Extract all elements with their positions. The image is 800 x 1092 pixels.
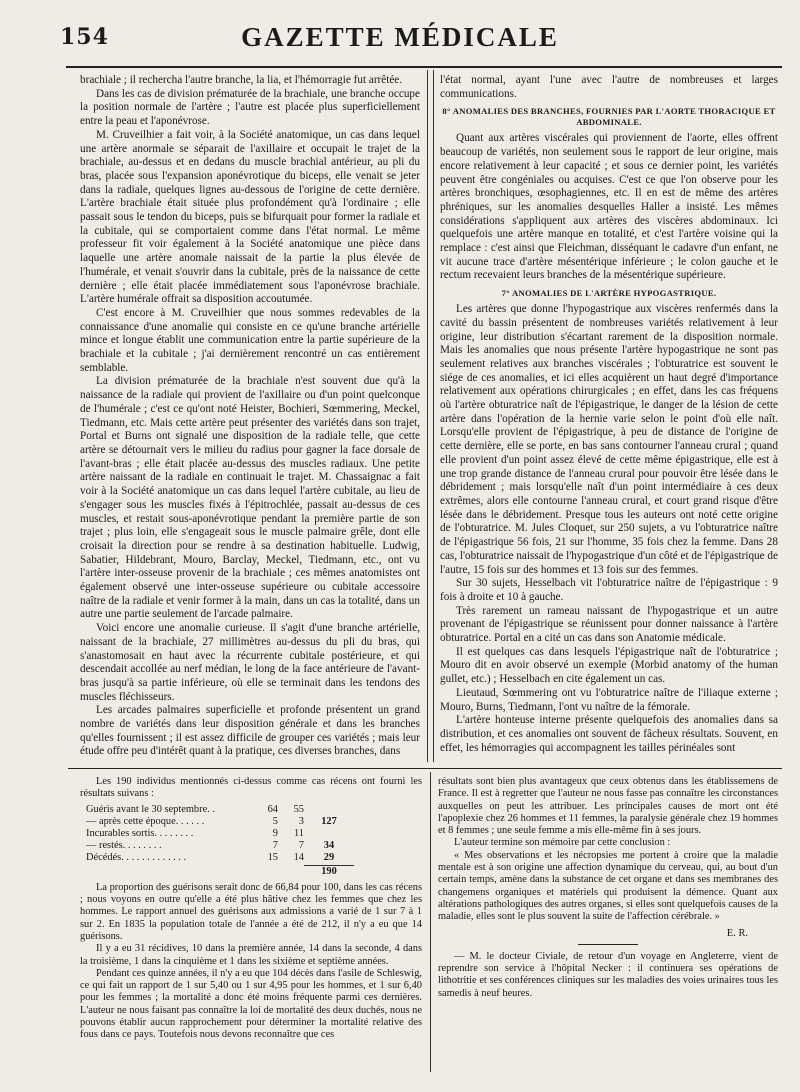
left-column (80, 74, 420, 762)
row-label: Guéris avant le 30 septembre. . (86, 803, 215, 815)
column-divider (427, 70, 428, 762)
group-total: 34 (323, 840, 335, 852)
women-count: 14 (293, 852, 304, 864)
page-number: 154 (60, 24, 109, 50)
paragraph: L'auteur termine son mémoire par cette conclusion : (454, 837, 671, 849)
paragraph: Les 190 individus mentionnés ci-dessus comme cas récens ont fourni les résultats suivans : (80, 776, 422, 800)
men-count: 64 (267, 803, 278, 815)
table-row (86, 852, 422, 864)
group-total: 127 (321, 815, 337, 827)
paragraph: Il y a eu 31 récidives, 10 dans la première année, 14 dans la seconde, 4 dans la troisième, 1 dans la cinquième et 1 dans les sixième et septième années. (80, 943, 422, 967)
author-signature: E. R. (726, 927, 748, 939)
table-total-row (86, 865, 422, 878)
paragraph: M. Cruveilhier a fait voir, à la Société anatomique, un cas dans lequel une artère anormale se séparait de l'axillaire et occupait le trajet de la brachiale, au-dessus et en dedans du muscle brachial antérieur, au pli du bras, placée sous l'expansion aponévrotique du biceps, elle venait se jeter dans la radiale, quelques lignes au-dessous de l'origine de cette dernière. L'artère brachiale était située plus profondément qu'à l'ordinaire ; elle passait sous le tendon du biceps, puis se bifurquait pour former la radiale et la cubitale, qui se comportaient comme dans l'état normal. Le même professeur fit voir également à la Société anatomique une pièce dans laquelle une artère anomale naissait de la partie la plus élevée de l'humérale, et venait s'ouvrir dans la cubitale, près de la naissance de cette dernière ; elle était placée immédiatement sous l'aponévrose brachiale. L'artère humérale offrait sa disposition accoutumée. (80, 128, 420, 306)
paragraph: l'état normal, ayant l'une avec l'autre de nombreuses et larges communications. (440, 74, 778, 100)
paragraph: Les artères que donne l'hypogastrique aux viscères renfermés dans la cavité du bassin présentent de nombreuses variétés relativement à leur origine, leur distribution s'écartant rarement de la disposition normale. Mais les anomalies que nous présente l'artère hypogastrique ne sont pas seulement relatives aux branches viscérales ; l'obturatrice est souvent le siége de ces anomalies, et ici elles acquièrent un haut degré d'importance relativement aux opérations chirurgicales ; en effet, dans les cas fréquens où l'artère obturatrice naît de l'épigastrique, le danger de la lésion de cette artère dans l'opération de la hernie varie selon le point d'où elle naît. Lorsqu'elle provient de l'épigastrique, à peu de distance de l'origine de cette dernière, elle se porte, en bas sans contourner l'anneau crural ; quand elle provient d'un point assez élevé de cette même épigastrique, elle est à une trop grande distance de l'anneau crural pour pouvoir être lésée dans le débridement ; mais lorsqu'elle naît d'un point intermédiaire à ces deux extrêmes, alors elle contourne l'anneau crural, et court grand risque d'être lésée dans le débridement. Presque tous les auteurs ont noté cette origine de l'obturatrice. M. Jules Cloquet, sur 250 sujets, a vu l'obturatrice naître de l'épigastrique 56 fois, 21 sur l'homme, 35 fois chez la femme. Dans 28 cas, l'obturatrice naissait de l'hypogastrique d'un côté et de l'épigastrique de l'autre, 15 fois sur des hommes et 13 fois sur des femmes. (440, 303, 778, 576)
header-rule (66, 66, 782, 68)
table-row (86, 804, 422, 816)
paragraph: Pendant ces quinze années, il n'y a eu que 104 décès dans l'asile de Schleswig, ce qui fait un rapport de 1 sur 5,40 ou 1 sur 4,95 pour les hommes, et 1 sur 6,40 pour les femmes ; la mortalité a donc été moins fréquente parmi ces dernières. L'auteur ne nous faisant pas connaître la loi de mortalité des deux duchés, nous ne pouvons établir aucun rapprochement pour déterminer la mortalité relative des fous dans ce pays. Toutefois nous devons reconnaître que ces (80, 967, 422, 1041)
paragraph: L'artère honteuse interne présente quelquefois des anomalies dans sa distribution, et ces anomalies ont souvent de fâcheux résultats. Souvent, en effet, les hémorragies qui accompagnent les tailles périnéales sont (440, 714, 778, 754)
men-count: 15 (267, 852, 278, 864)
section-rule (68, 768, 782, 769)
paragraph: La division prématurée de la brachiale n'est souvent due qu'à la naissance de la radiale qui provient de l'axillaire ou d'un point quelconque de l'humérale ; c'est ce qu'ont noté Heister, Bochieri, Sœmmering, Meckel, Tiedmann, etc. Mais cette artère peut présenter des variétés dans son trajet, Portal et Burns ont signalé une disposition de la radiale telle, que cette artère se détournait vers le milieu du radius pour gagner la face dorsale de l'avant-bras ; elle était placée au-dessus des muscles radiaux. Une petite artère naissant de la radiale en continuait le trajet. M. Chassaignac a fait voir à la Société anatomique un cas dans lequel l'artère cubitale, au lieu de s'engager sous les muscles fixés à l'épitrochlée, passait au-dessus de ces muscles, et restait sous-aponévrotique pendant la première partie de son trajet ; plus loin, elle s'engageait sous le muscle palmaire grêle, dont elle croisait la direction pour se rendre à sa destination habituelle. Ludwig, Sabatier, Hildebrant, Mouro, Barclay, Meckel, Tiedmann, etc., ont vu l'artère inter-osseuse provenir de la brachiale ; ces mêmes anatomistes ont également observé une inter-osseuse supérieure ou cubitale accessoire naître de la radiale et venir former à la main, dans un cas la totalité, dans un autre une partie seulement de l'arcade palmaire. (80, 375, 420, 621)
men-count: 5 (272, 815, 278, 827)
grand-total: 190 (304, 865, 354, 878)
women-count: 11 (293, 828, 304, 839)
row-label: Décédés. . . . . . . . . . . . . (86, 852, 187, 864)
page-header (60, 22, 740, 56)
section-heading: 8° ANOMALIES DES BRANCHES, FOURNIES PAR L'AORTE THORACIQUE ET ABDOMINALE. (442, 106, 776, 128)
paragraph: Sur 30 sujets, Hesselbach vit l'obturatrice naître de l'épigastrique : 9 fois à droite et 10 à gauche. (440, 577, 778, 603)
paragraph: Dans les cas de division prématurée de la brachiale, une branche occupe la position normale de l'artère ; l'autre est placée plus superficiellement entre la peau et l'aponévrose. (80, 87, 420, 128)
paragraph: Les arcades palmaires superficielle et profonde présentent un grand nombre de variétés dans leur disposition générale et dans les branches qu'elles fournissent ; il est assez difficile de grouper ces variétés ; mais leur étude offre peu d'intérêt quant à la pratique, ces diverses branches, dans (80, 704, 420, 758)
row-label: — restés. . . . . . . . (86, 840, 162, 852)
women-count: 3 (298, 815, 304, 827)
separator-rule (578, 944, 638, 945)
column-divider (430, 772, 431, 1072)
paragraph: résultats sont bien plus avantageux que ceux obtenus dans les établissemens de France. Il est à regretter que l'auteur ne nous fasse pas connaître les circonstances auxquelles on peut les attribuer. Les principales causes de mort ont été l'apoplexie chez 26 hommes et 11 femmes, la paralysie générale chez 19 hommes et 8 femmes ; une seule femme a mis elle-même fin à ses jours. (438, 776, 778, 837)
table-row (86, 840, 422, 852)
bottom-right-column (438, 776, 778, 1076)
paragraph: Très rarement un rameau naissant de l'hypogastrique et un autre provenant de l'épigastrique se réunissent pour donner naissance à l'artère obturatrice. Portal en a cité un cas dans son Anatomie médicale. (440, 604, 778, 645)
paragraph: Il est quelques cas dans lesquels l'épigastrique naît de l'obturatrice ; Mouro dit en avoir observé un exemple (Morbid anatomy of the human gullet, etc.) ; Hesselbach en cite également un cas. (440, 645, 778, 686)
paragraph: Lieutaud, Sœmmering ont vu l'obturatrice naître de l'iliaque externe ; Mouro, Burns, Tiedmann, l'ont vu naître de la fémorale. (440, 686, 778, 713)
bottom-left-column (80, 776, 422, 1076)
paragraph: Quant aux artères viscérales qui proviennent de l'aorte, elles offrent beaucoup de variétés, non seulement sous le rapport de leur origine, mais encore relativement à leur capacité ; et sous ce dernier point, les variétés peuvent être congéniales ou acquises. C'est ce que l'on observe pour les artères bronchiques, œsophagiennes, etc. Il en est de même des artères phréniques, sur les anomalies desquelles Haller a insisté. Les mêmes considérations s'appliquent aux artères des viscères abdominaux. Ici quelquefois une artère manque en totalité, et c'est l'artère voisine qui la remplace : c'est ainsi que Fleichman, disséquant le cadavre d'un enfant, ne vit aucune trace d'artère mésentérique inférieure ; le colon gauche et le rectum recevaient leurs branches de la mésentérique supérieure. (440, 132, 778, 282)
journal-title: GAZETTE MÉDICALE (241, 22, 559, 52)
right-column (440, 74, 778, 762)
men-count: 7 (272, 840, 278, 852)
paragraph: C'est encore à M. Cruveilhier que nous sommes redevables de la connaissance d'une anomalie qui consiste en ce qu'une branche artérielle mince et longue établit une communication entre la partie supérieure de la brachiale et la cubitale ; j'ai dernièrement rencontré un cas entièrement semblable. (80, 306, 420, 374)
paragraph: La proportion des guérisons serait donc de 66,84 pour 100, dans les cas récens ; nous voyons en outre qu'elle a été plus hâtive chez les femmes que chez les hommes. Le rapport annuel des guérisons aux admissions a varié de 1 sur 7 à 1 sur 2. En 1835 la population totale de l'année a été de 212, il n'y a eu que 14 guérisons. (80, 881, 422, 942)
column-divider (433, 70, 434, 762)
paragraph: « Mes observations et les nécropsies me portent à croire que la maladie mentale est à son origine une affection dynamique du cerveau, qui, au bout d'un certain temps, amène dans la substance de cet organe et dans ses membranes des changemens organiques et matériels qui produisent la démence. Quant aux altérations pathologiques des autres organes, si elles sont quelquefois causes de la maladie, elles sont le plus souvent la suite de l'affection cérébrale. » (438, 849, 778, 923)
table-row (86, 828, 422, 840)
news-item: — M. le docteur Civiale, de retour d'un voyage en Angleterre, vient de reprendre son service à l'hôpital Necker : il continuera ses opérations de lithotritie et ses conférences cliniques sur les maladies des voies urinaires tous les samedis à neuf heures. (438, 950, 778, 999)
group-total: 29 (323, 852, 335, 864)
women-count: 55 (293, 803, 304, 815)
women-count: 7 (298, 840, 304, 852)
men-count: 9 (272, 828, 278, 839)
results-table (86, 804, 422, 878)
row-label: Incurables sortis. . . . . . . . (86, 828, 194, 839)
section-heading: 7° ANOMALIES DE L'ARTÈRE HYPOGASTRIQUE. (501, 288, 717, 299)
table-row (86, 816, 422, 828)
paragraph: Voici encore une anomalie curieuse. Il s'agit d'une branche artérielle, naissant de la brachiale, 27 millimètres au-dessus du pli du bras, qui s'anastomosait en haut avec la récurrente cubitale postérieure, et qui descendait accollée au nerf médian, le long de la face antérieure de l'avant-bras jusqu'à sa partie inférieure, où elle se terminait dans les tendons des muscles fléchisseurs. (80, 622, 420, 703)
row-label: — après cette époque. . . . . . (86, 815, 205, 827)
paragraph: brachiale ; il rechercha l'autre branche, la lia, et l'hémorragie fut arrêtée. (80, 74, 403, 86)
